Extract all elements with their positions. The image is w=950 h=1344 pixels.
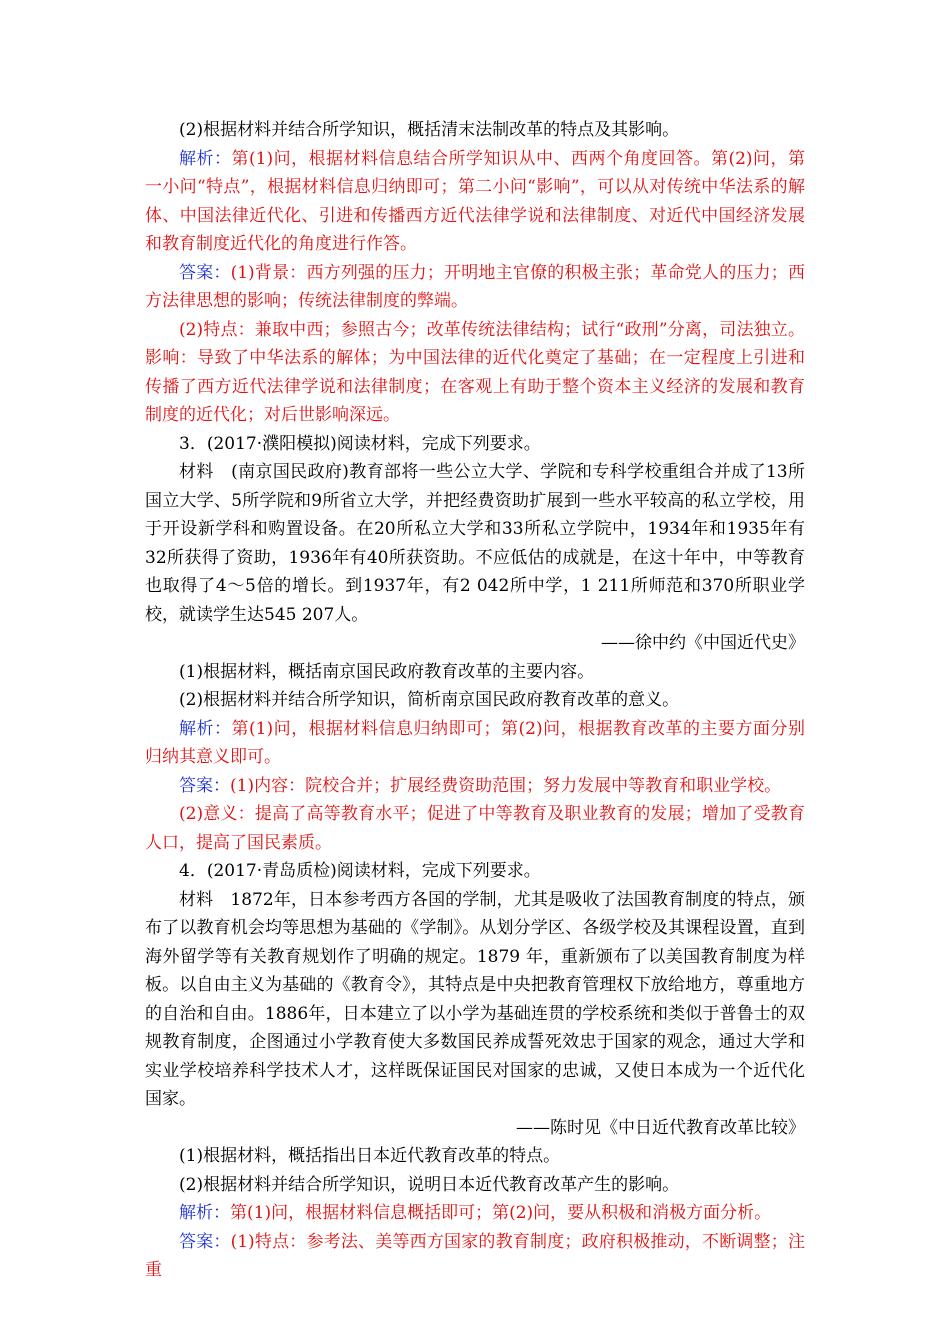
answer-block-1-part-2: (2)特点：兼取中西；参照古今；改革传统法律结构；试行“政刑”分离，司法独立。影响：导致了中华法系的解体；为中国法律的近代化奠定了基础；在一定程度上引进和传播了西方近代法律学说和法律制度；在客观上有助于整个资本主义经济的发展和教育制度的近代化；对后世影响深远。 — [145, 319, 805, 425]
question-3-heading: 3．(2017·濮阳模拟)阅读材料，完成下列要求。 — [179, 433, 541, 454]
answer-block-3-part-2: (2)意义：提高了高等教育水平；促进了中等教育及职业教育的发展；增加了受教育人口，提高了国民素质。 — [145, 804, 805, 853]
analysis-text: 第(1)问，根据材料信息结合所学知识从中、西两个角度回答。第(2)问，第一小问“特点”，根据材料信息归纳即可；第二小问“影响”，可以从对传统中华法系的解体、中国法律近代化、引进和传播西方近代法律学说和法律制度、对近代中国经济发展和教育制度近代化的角度进行作答。 — [145, 148, 806, 254]
question-3-part-1: (1)根据材料，概括南京国民政府教育改革的主要内容。 — [179, 661, 595, 682]
material-4: 材料 1872年，日本参考西方各国的学制，尤其是吸收了法国教育制度的特点，颁布了以教育机会均等思想为基础的《学制》。从划分学区、各级学校及其课程设置，直到海外留学等有关教育规划作了明确的规定。1879 年，重新颁布了以美国教育制度为样板。以自由主义为基础的《教育令》，其特点是中央把教育管理权下放给地方，尊重地方的自治和自由。1886年，日本建立了以小学为基础连贯的学校系统和类似于普鲁士的双规教育制度，企图通过小学教育使大多数国民养成誓死效忠于国家的观念，通过大学和实业学校培养科学技术人才，这样既保证国民对国家的忠诚，又使日本成为一个近代化国家。 — [145, 889, 805, 1109]
analysis-label: 解析： — [179, 1203, 230, 1223]
source-citation-3: ——徐中约《中国近代史》 — [601, 633, 805, 653]
question-4-part-1: (1)根据材料，概括指出日本近代教育改革的特点。 — [179, 1146, 561, 1166]
question-2-prompt: (2)根据材料并结合所学知识，概括清末法制改革的特点及其影响。 — [179, 120, 680, 140]
analysis-block-1 — [145, 145, 805, 259]
answer-block-3 — [145, 772, 805, 801]
analysis-block-4 — [145, 1199, 805, 1228]
answer-text: (1)背景：西方列强的压力；开明地主官僚的积极主张；革命党人的压力；西方法律思想的影响；传统法律制度的弊端。 — [145, 262, 805, 311]
source-citation-4: ——陈时见《中日近代教育改革比较》 — [516, 1117, 805, 1138]
analysis-label: 解析： — [179, 718, 232, 739]
analysis-text: 第(1)问，根据材料信息归纳即可；第(2)问，根据教育改革的主要方面分别归纳其意义即可。 — [145, 718, 806, 767]
answer-block-1 — [145, 259, 805, 316]
analysis-label: 解析： — [179, 148, 232, 169]
analysis-text: 第(1)问，根据材料信息概括即可；第(2)问，要从积极和消极方面分析。 — [230, 1203, 772, 1223]
question-4-heading: 4．(2017·青岛质检)阅读材料，完成下列要求。 — [179, 861, 541, 881]
answer-label: 答案： — [179, 775, 230, 796]
answer-text: (1)内容：院校合并；扩展经费资助范围；努力发展中等教育和职业学校。 — [230, 775, 782, 796]
document-page — [145, 116, 805, 1285]
question-4-part-2: (2)根据材料并结合所学知识，说明日本近代教育改革产生的影响。 — [179, 1174, 680, 1195]
question-3-part-2: (2)根据材料并结合所学知识，简析南京国民政府教育改革的意义。 — [179, 690, 680, 710]
answer-label: 答案： — [179, 1231, 231, 1252]
material-3: 材料 (南京国民政府)教育部将一些公立大学、学院和专科学校重组合并成了13所国立大学、5所学院和9所省立大学，并把经费资助扩展到一些水平较高的私立学校，用于开设新学科和购置设备。在20所私立大学和33所私立学院中，1934年和1935年有32所获得了资助，1936年有40所获资助。不应低估的成就是，在这十年中，中等教育也取得了4～5倍的增长。到1937年，有2 042所中学，1 211所师范和370所职业学校，就读学生达545 207人。 — [145, 462, 805, 625]
answer-label: 答案： — [179, 262, 231, 283]
answer-block-4 — [145, 1228, 805, 1285]
analysis-block-3 — [145, 715, 805, 772]
answer-text: (1)特点：参考法、美等西方国家的教育制度；政府积极推动，不断调整；注重 — [145, 1231, 805, 1280]
